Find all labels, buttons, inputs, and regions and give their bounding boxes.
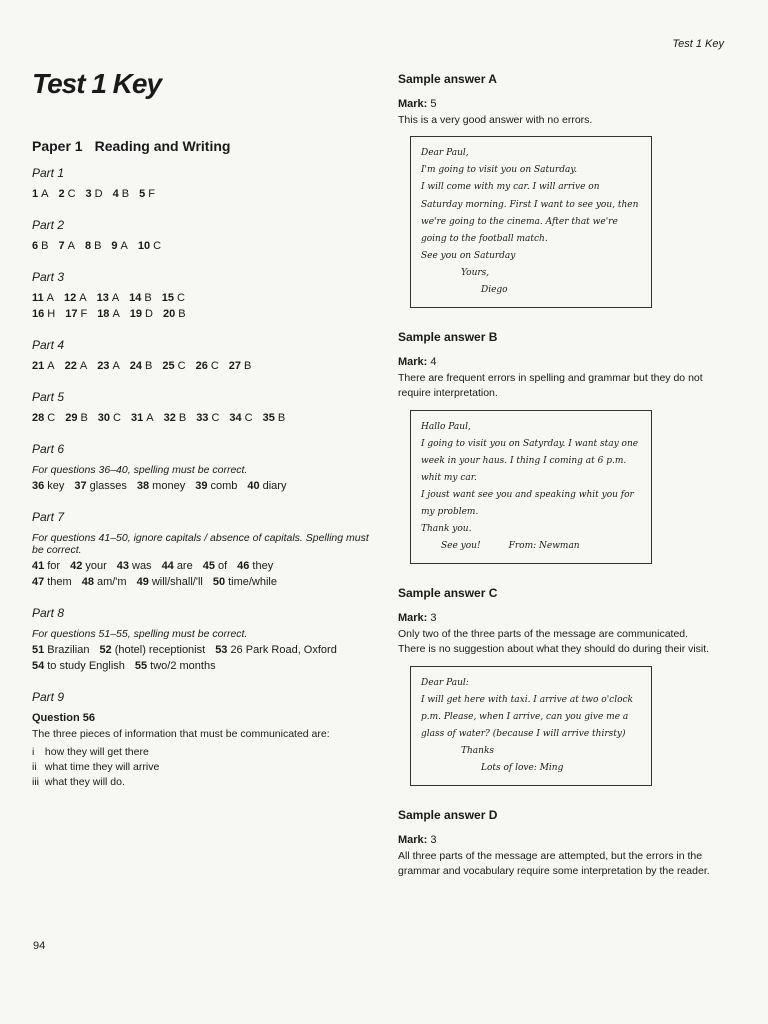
question-number: 7 — [58, 240, 65, 252]
question-number: 50 — [212, 576, 226, 588]
part-6 — [32, 442, 372, 492]
candidate-letter — [410, 666, 652, 787]
part-5 — [32, 390, 372, 424]
answer-item — [58, 188, 75, 200]
answer-row — [32, 308, 372, 320]
paper-heading — [32, 138, 372, 154]
question-number: 33 — [196, 412, 209, 424]
answer-value: glasses — [89, 480, 127, 492]
question-number: 9 — [111, 240, 118, 252]
mark-label: Mark: — [398, 612, 428, 625]
paper-label: Paper 1 — [32, 138, 83, 154]
answer-value: B — [121, 188, 130, 200]
question-number: 8 — [84, 240, 92, 252]
part-7 — [32, 510, 372, 588]
question-number: 17 — [65, 308, 78, 320]
part-2 — [32, 218, 372, 252]
answer-value: B — [145, 360, 153, 372]
answer-item — [32, 188, 48, 200]
question-number: 21 — [32, 360, 45, 372]
question-number: 52 — [99, 644, 112, 656]
answer-value: D — [145, 308, 153, 320]
answer-item — [32, 560, 60, 572]
part-3 — [32, 270, 372, 320]
letter-line: See you on Saturday — [421, 250, 516, 261]
answer-value: they — [252, 560, 274, 572]
answer-value: B — [178, 308, 186, 320]
parts-list — [32, 166, 372, 672]
part-title: Part 9 — [32, 690, 65, 704]
question-number: 47 — [32, 576, 45, 588]
answer-row — [32, 292, 372, 304]
information-item — [32, 746, 372, 758]
letter-line: I going to visit you on Satyrday. I want stay one week in your haus. I thing I coming at 6 p.m. whit my car. — [421, 438, 639, 483]
letter-signature: From: Newman — [508, 541, 580, 552]
letter-line: I joust want see you and speaking whit you for my problem. — [421, 489, 634, 517]
answer-value: A — [111, 292, 120, 304]
answer-item — [137, 480, 185, 492]
answer-value: C — [47, 412, 56, 424]
answer-value: your — [85, 560, 107, 572]
answer-item — [82, 576, 127, 588]
answer-value: F — [148, 188, 155, 200]
question-number: 1 — [32, 188, 39, 200]
answer-value: B — [41, 240, 49, 252]
answer-row — [32, 560, 372, 572]
question-number: 2 — [58, 188, 65, 200]
answer-value: will/shall/'ll — [151, 576, 203, 588]
answer-item — [32, 308, 55, 320]
question-number: 18 — [97, 308, 110, 320]
answer-item — [74, 480, 127, 492]
answer-value: two/2 months — [150, 660, 216, 672]
question-number: 27 — [228, 360, 242, 372]
question-number: 20 — [162, 308, 176, 320]
answer-item — [162, 360, 185, 372]
answer-item — [137, 576, 203, 588]
answer-item — [97, 360, 120, 372]
answer-item — [162, 292, 185, 304]
letter-line: Dear Paul, — [421, 148, 469, 159]
question-number: 51 — [32, 644, 45, 656]
question-number: 45 — [202, 560, 215, 572]
answer-item — [135, 660, 216, 672]
answer-item — [32, 292, 54, 304]
page-number: 94 — [33, 940, 46, 952]
answer-value: A — [46, 292, 54, 304]
question-number: 42 — [70, 560, 83, 572]
answer-value: comb — [210, 480, 238, 492]
examiner-comment: There are frequent errors in spelling and grammar but they do not require interpretation. — [398, 372, 703, 400]
answer-item — [263, 412, 286, 424]
answer-value: was — [132, 560, 152, 572]
information-text: what time they will arrive — [44, 761, 160, 773]
answer-item — [130, 360, 153, 372]
answer-value: C — [153, 240, 162, 252]
answer-item — [64, 292, 87, 304]
answer-value: B — [178, 412, 187, 424]
question-intro: The three pieces of information that must be communicated are: — [32, 728, 330, 740]
information-item — [32, 761, 372, 773]
question-number: 3 — [85, 188, 92, 200]
answer-item — [229, 360, 252, 372]
question-number: 15 — [161, 292, 175, 304]
question-number: 4 — [112, 188, 119, 200]
answer-key-column — [32, 68, 372, 806]
answer-value: A — [47, 360, 55, 372]
answer-value: diary — [262, 480, 287, 492]
question-number: 10 — [137, 240, 151, 252]
answer-value: money — [152, 480, 186, 492]
letter-line: Dear Paul: — [421, 677, 469, 688]
question-number: 37 — [74, 480, 87, 492]
answer-value: to study English — [47, 660, 125, 672]
answer-item — [229, 412, 252, 424]
mark-line — [398, 612, 718, 624]
sample-answer — [398, 330, 718, 564]
answer-row — [32, 360, 372, 372]
mark-value: 5 — [430, 98, 437, 110]
information-text: what they will do. — [44, 776, 125, 788]
answer-value: B — [94, 240, 102, 252]
answer-value: B — [80, 412, 88, 424]
answer-value: (hotel) receptionist — [114, 644, 206, 656]
answer-item — [237, 560, 273, 572]
answer-value: C — [67, 188, 76, 200]
answer-item — [32, 412, 55, 424]
mark-label: Mark: — [398, 834, 428, 847]
sample-title: Sample answer C — [398, 586, 498, 601]
answer-value: A — [112, 308, 120, 320]
answer-value: B — [244, 360, 252, 372]
answer-value: key — [47, 480, 65, 492]
answer-item — [138, 240, 161, 252]
answer-row — [32, 576, 372, 588]
answer-item — [85, 240, 101, 252]
answer-value: am/'m — [96, 576, 127, 588]
letter-signoff — [421, 538, 641, 555]
answer-item — [65, 360, 88, 372]
answer-value: A — [79, 292, 87, 304]
answer-item — [65, 412, 88, 424]
letter-closing: See you! — [441, 541, 481, 552]
candidate-letter — [410, 136, 652, 308]
answer-value: for — [47, 560, 61, 572]
roman-numeral: i — [32, 746, 35, 758]
answer-item — [65, 308, 87, 320]
answer-value: time/while — [228, 576, 277, 588]
answer-item — [196, 360, 219, 372]
part-title: Part 6 — [32, 442, 65, 456]
answer-item — [117, 560, 152, 572]
answer-item — [98, 412, 121, 424]
answer-item — [162, 560, 193, 572]
sample-title: Sample answer A — [398, 72, 497, 86]
letter-line: Hallo Paul, — [421, 421, 471, 432]
part-title: Part 4 — [32, 338, 65, 352]
answer-item — [139, 188, 155, 200]
answer-item — [111, 240, 127, 252]
examiner-comment: All three parts of the message are attempted, but the errors in the grammar and vocabulary require some interpretation by the reader. — [398, 850, 710, 878]
mark-line — [398, 834, 718, 846]
answer-value: H — [47, 308, 56, 320]
question-number: 30 — [97, 412, 111, 424]
answer-item — [32, 360, 55, 372]
information-item — [32, 776, 372, 788]
question-number: 43 — [116, 560, 129, 572]
answer-value: A — [112, 360, 120, 372]
answer-item — [130, 308, 153, 320]
answer-row — [32, 644, 372, 656]
answer-value: F — [80, 308, 88, 320]
answer-item — [203, 560, 227, 572]
answer-item — [196, 412, 219, 424]
question-number: 23 — [97, 360, 110, 372]
answer-item — [86, 188, 103, 200]
running-head: Test 1 Key — [672, 38, 724, 50]
letter-signature: Lots of love: Ming — [481, 763, 564, 774]
answer-row — [32, 480, 372, 492]
paper-name: Reading and Writing — [94, 138, 231, 154]
answer-value: A — [120, 240, 128, 252]
question-number: 22 — [64, 360, 77, 372]
mark-line — [398, 356, 718, 368]
sample-answer — [398, 808, 718, 879]
part-note: For questions 41–50, ignore capitals / absence of capitals. Spelling must be correct. — [32, 532, 369, 556]
answer-item — [97, 308, 120, 320]
roman-numeral: ii — [32, 761, 37, 773]
examiner-comment: Only two of the three parts of the message are communicated. There is no suggestion about what they should do during their visit. — [398, 628, 710, 656]
question-number: 24 — [129, 360, 143, 372]
sample-title: Sample answer B — [398, 330, 498, 345]
question-number: 28 — [32, 412, 45, 424]
question-number: 53 — [215, 644, 228, 656]
answer-row — [32, 240, 372, 252]
answer-value: C — [210, 360, 219, 372]
part-note: For questions 36–40, spelling must be correct. — [32, 464, 248, 476]
answer-value: C — [244, 412, 253, 424]
information-list — [32, 746, 372, 788]
question-title: Question 56 — [32, 712, 95, 724]
letter-closing: Thanks — [461, 746, 495, 757]
part-title: Part 8 — [32, 606, 65, 620]
answer-row — [32, 412, 372, 424]
letter-line: I will come with my car. I will arrive on Saturday morning. First I want to see you, then we're going to the cinema. After that we're going to the football match. — [421, 182, 639, 244]
sample-answers-column — [398, 72, 718, 902]
part-title: Part 1 — [32, 166, 65, 180]
part-note: For questions 51–55, spelling must be correct. — [32, 628, 248, 640]
answer-item — [113, 188, 129, 200]
mark-value: 4 — [430, 356, 437, 369]
answer-item — [129, 292, 152, 304]
mark-label: Mark: — [398, 356, 428, 369]
sample-answer — [398, 72, 718, 308]
part-8 — [32, 606, 372, 672]
answer-value: A — [79, 360, 88, 372]
question-number: 19 — [129, 308, 143, 320]
question-number: 35 — [262, 412, 275, 424]
answer-item — [32, 660, 125, 672]
page-title: Test 1 Key — [32, 68, 162, 99]
question-number: 25 — [162, 360, 175, 372]
letter-line: Thank you. — [421, 524, 472, 535]
answer-item — [213, 576, 277, 588]
answer-row — [32, 660, 372, 672]
question-number: 40 — [247, 480, 260, 492]
question-number: 26 — [195, 360, 208, 372]
roman-numeral: iii — [32, 776, 39, 788]
answer-value: are — [176, 560, 193, 572]
answer-item — [247, 480, 286, 492]
answer-value: them — [47, 576, 72, 588]
letter-closing: Yours, — [461, 267, 490, 278]
question-number: 5 — [139, 188, 146, 200]
answer-value: C — [113, 412, 121, 424]
question-number: 48 — [81, 576, 94, 588]
question-number: 46 — [237, 560, 250, 572]
answer-item — [70, 560, 107, 572]
answer-item — [32, 576, 72, 588]
information-text: how they will get there — [44, 746, 149, 758]
examiner-comment: This is a very good answer with no errors. — [398, 114, 593, 126]
question-number: 44 — [161, 560, 174, 572]
question-number: 32 — [163, 412, 176, 424]
sample-title: Sample answer D — [398, 808, 498, 823]
answer-value: B — [277, 412, 286, 424]
part-4 — [32, 338, 372, 372]
mark-label: Mark: — [398, 98, 428, 110]
answer-value: A — [41, 188, 49, 200]
answer-value: C — [177, 360, 186, 372]
answer-value: C — [177, 292, 185, 304]
answer-item — [164, 412, 187, 424]
question-number: 41 — [32, 560, 45, 572]
question-number: 14 — [129, 292, 142, 304]
question-number: 36 — [32, 480, 45, 492]
question-number: 11 — [32, 292, 44, 304]
answer-value: D — [94, 188, 103, 200]
answer-row — [32, 188, 372, 200]
question-number: 38 — [136, 480, 150, 492]
question-number: 16 — [32, 308, 45, 320]
answer-value: 26 Park Road, Oxford — [230, 644, 337, 656]
letter-line: I'm going to visit you on Saturday. — [421, 165, 578, 176]
mark-value: 3 — [430, 834, 437, 847]
answer-value: A — [146, 412, 154, 424]
letter-signature: Diego — [481, 284, 508, 295]
answer-item — [32, 644, 89, 656]
letter-line: I will get here with taxi. I arrive at two o'clock p.m. Please, when I arrive, can you give me a glass of water? (because I will arrive thirsty) — [421, 694, 634, 739]
answer-item — [163, 308, 186, 320]
mark-value: 3 — [430, 612, 437, 625]
answer-value: A — [67, 240, 75, 252]
answer-value: Brazilian — [47, 644, 90, 656]
sample-answer — [398, 586, 718, 786]
answer-item — [195, 480, 237, 492]
part-title: Part 2 — [32, 218, 65, 232]
question-number: 55 — [134, 660, 148, 672]
part-1 — [32, 166, 372, 200]
part-9 — [32, 690, 372, 788]
question-number: 29 — [65, 412, 78, 424]
question-number: 13 — [96, 292, 109, 304]
answer-value: C — [211, 412, 220, 424]
question-number: 6 — [32, 240, 39, 252]
answer-item — [215, 644, 337, 656]
answer-value: of — [217, 560, 228, 572]
answer-value: B — [144, 292, 152, 304]
answer-item — [32, 480, 64, 492]
answer-item — [99, 644, 205, 656]
question-number: 49 — [136, 576, 149, 588]
answer-item — [97, 292, 120, 304]
question-number: 12 — [63, 292, 77, 304]
question-number: 34 — [229, 412, 242, 424]
answer-item — [58, 240, 74, 252]
mark-line — [398, 98, 718, 110]
part-title: Part 3 — [32, 270, 65, 284]
part-title: Part 5 — [32, 390, 65, 404]
answer-item — [32, 240, 48, 252]
answer-item — [131, 412, 154, 424]
part-title: Part 7 — [32, 510, 65, 524]
question-number: 54 — [32, 660, 45, 672]
question-number: 31 — [131, 412, 144, 424]
question-number: 39 — [195, 480, 208, 492]
candidate-letter — [410, 410, 652, 565]
